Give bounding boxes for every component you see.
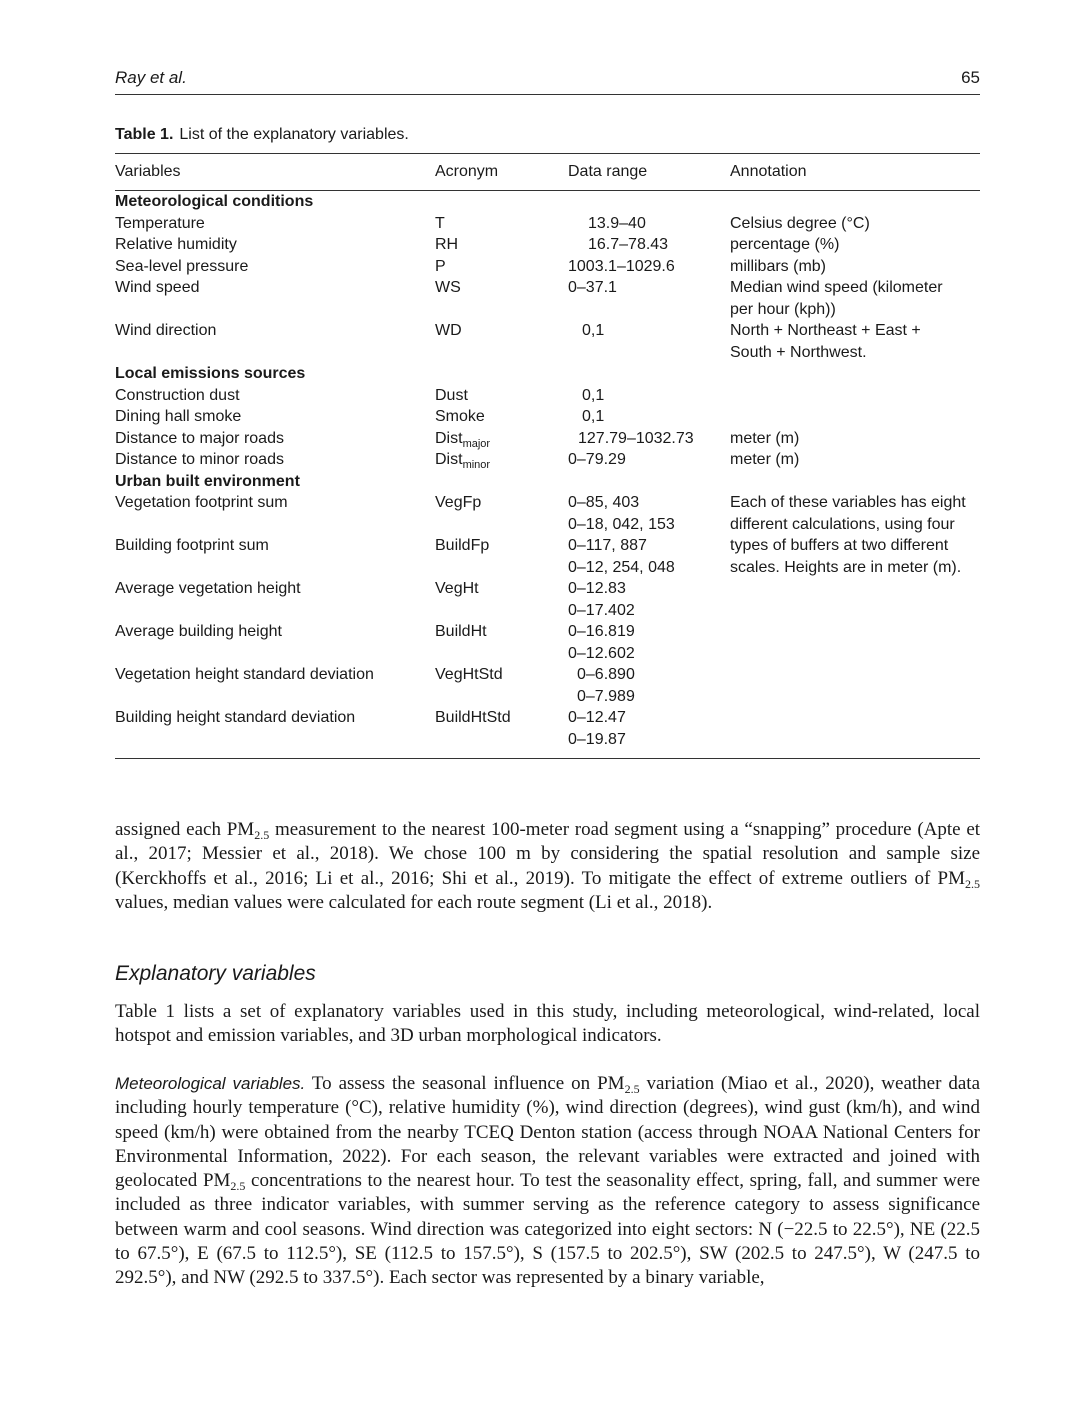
annotation-cell: meter (m): [730, 429, 800, 447]
section-title: Meteorological conditions: [115, 193, 314, 210]
variable-cell: Wind direction: [115, 322, 217, 339]
column-header-data-range: Data range: [568, 154, 730, 191]
range-cell: 0–79.29: [568, 451, 626, 468]
annotation-line: Each of these variables has eight: [730, 494, 966, 511]
table-row: [115, 428, 980, 450]
range-line: 0–12.47: [568, 709, 626, 726]
table-caption-label: Table 1.: [115, 126, 174, 143]
range-cell: [568, 621, 730, 664]
acronym-cell: T: [435, 214, 445, 232]
table-row: [115, 406, 980, 428]
acronym-base: Dist: [435, 451, 463, 468]
variable-cell: Dining hall smoke: [115, 408, 242, 425]
acronym-cell: [435, 449, 568, 471]
section-row-meteorological: [115, 191, 980, 213]
table-row: [115, 213, 980, 235]
annotation-line: per hour (kph)): [730, 300, 836, 318]
column-header-acronym: Acronym: [435, 154, 568, 191]
range-line: 0–19.87: [568, 730, 626, 748]
annotation-cell: millibars (mb): [730, 257, 826, 275]
range-cell: 0,1: [582, 408, 605, 425]
runin-heading: Meteorological variables.: [115, 1074, 306, 1093]
annotation-line: scales. Heights are in meter (m).: [730, 558, 962, 576]
variable-cell: Building height standard deviation: [115, 707, 435, 759]
acronym-cell: VegHt: [435, 580, 479, 597]
acronym-cell: VegHtStd: [435, 666, 503, 683]
section-heading: Explanatory variables: [115, 962, 316, 985]
table-row: [115, 707, 980, 759]
column-header-variables: Variables: [115, 154, 435, 191]
pm-term: $PM_{2.5}$: [937, 867, 981, 891]
body-paragraph-2: Table 1 lists a set of explanatory variables used in this study, including meteorological, wind-related, local hotspot and emission variables, and 3D urban morphological indicators.: [115, 1001, 980, 1047]
table-row: [115, 277, 980, 320]
range-line: 0–12.83: [568, 580, 626, 597]
acronym-cell: BuildHt: [435, 623, 487, 640]
table-row: [115, 320, 980, 363]
acronym-cell: WD: [435, 322, 462, 339]
variable-cell: Distance to major roads: [115, 429, 284, 447]
acronym-cell: RH: [435, 236, 459, 253]
table-row: [115, 621, 980, 664]
annotation-cell: [730, 320, 980, 363]
range-line: 0–17.402: [568, 601, 635, 619]
table-row: [115, 492, 980, 535]
body-paragraph-3: Meteorological variables. To assess the seasonal influence on $PM_{2.5}$ variation (Miao et al., 2020), weather data including hourly temperature (°C), relative humidity (%), wind direction (degrees), wind gust (km/h), and wind speed (km/h) were obtained from the nearby TCEQ Denton station (access through NOAA National Centers for Environmental Information, 2022). For each season, the relevant variables were extracted and joined with geolocated $PM_{2.5}$ concentrations to the nearest hour. To test the seasonality effect, spring, fall, and summer were included as three indicator variables, with summer serving as the reference category to assess significance between warm and cool seasons. Wind direction was categorized into eight sectors: N (−22.5 to 22.5°), NE (22.5 to 67.5°), E (67.5 to 112.5°), SE (112.5 to 157.5°), S (157.5 to 202.5°), SW (202.5 to 247.5°), W (247.5 to 292.5°), and NW (292.5 to 337.5°). Each sector was represented by a binary variable,: [115, 1073, 981, 1289]
variable-cell: Construction dust: [115, 386, 240, 404]
variables-table: [115, 153, 980, 759]
range-line: 0–18, 042, 153: [568, 515, 675, 533]
acronym-cell: Smoke: [435, 408, 485, 425]
section-row-emissions: [115, 363, 980, 385]
variable-cell: Distance to minor roads: [115, 451, 284, 468]
table-caption: [115, 126, 409, 144]
range-cell: [568, 492, 730, 535]
page-number: 65: [961, 68, 980, 87]
acronym-cell: Dust: [435, 386, 468, 404]
table-caption-text: List of the explanatory variables.: [179, 126, 409, 143]
range-cell: 0,1: [582, 322, 605, 339]
range-line: 0–85, 403: [568, 494, 640, 511]
variable-cell: Wind speed: [115, 279, 200, 296]
range-line: 0–117, 887: [568, 537, 647, 554]
range-cell: [568, 535, 730, 578]
annotation-cell: percentage (%): [730, 236, 840, 253]
annotation-cell: [730, 277, 980, 320]
table-row: [115, 449, 980, 471]
section-row-urban: [115, 471, 980, 493]
section-title: Local emissions sources: [115, 365, 306, 382]
acronym-subscript: major: [462, 437, 491, 450]
annotation-line: types of buffers at two different: [730, 537, 949, 554]
range-line: 0–12.602: [568, 644, 635, 662]
column-header-annotation: Annotation: [730, 154, 980, 191]
acronym-cell: [435, 428, 568, 450]
urban-annotation-cell: [730, 492, 980, 578]
running-author: Ray et al.: [115, 68, 187, 87]
table-row: [115, 664, 980, 707]
annotation-line: Median wind speed (kilometer: [730, 279, 943, 296]
range-cell: [568, 578, 730, 621]
variable-cell: Relative humidity: [115, 236, 237, 253]
acronym-cell: VegFp: [435, 494, 482, 511]
table-row: [115, 385, 980, 407]
range-cell: 127.79–1032.73: [578, 429, 694, 447]
running-header: [115, 66, 980, 95]
acronym-cell: BuildHtStd: [435, 707, 568, 759]
range-line: 0–12, 254, 048: [568, 558, 675, 576]
range-line: 0–6.890: [577, 666, 635, 683]
body-paragraph-1: assigned each $PM_{2.5}$ measurement to the nearest 100-meter road segment using a “snapping” procedure (Apte et al., 2017; Messier et al., 2018). We chose 100 m by considering the spatial resolution and sample size (Kerckhoffs et al., 2016; Li et al., 2016; Shi et al., 2019). To mitigate the effect of extreme outliers of $PM_{2.5}$ values, median values were calculated for each route segment (Li et al., 2018).: [115, 819, 981, 913]
range-cell: [568, 707, 730, 759]
table-row: [115, 234, 980, 256]
variable-cell: Sea-level pressure: [115, 257, 249, 275]
acronym-cell: P: [435, 257, 446, 275]
variable-cell: Vegetation height standard deviation: [115, 666, 374, 683]
annotation-line: different calculations, using four: [730, 515, 955, 533]
range-line: 0–16.819: [568, 623, 635, 640]
acronym-subscript: minor: [462, 459, 491, 471]
range-cell: 0,1: [582, 386, 605, 404]
table-header-row: [115, 154, 980, 191]
variable-cell: Vegetation footprint sum: [115, 494, 288, 511]
pm-term: $PM_{2.5}$: [226, 819, 270, 842]
pm-term: $PM_{2.5}$: [202, 1170, 246, 1194]
table-row: [115, 578, 980, 621]
annotation-cell: Celsius degree (°C): [730, 214, 870, 232]
range-cell: 16.7–78.43: [588, 236, 669, 253]
variable-cell: Temperature: [115, 214, 205, 232]
range-cell: 13.9–40: [588, 214, 646, 232]
range-cell: 0–37.1: [568, 279, 617, 296]
range-line: 0–7.989: [577, 687, 635, 705]
variable-cell: Building footprint sum: [115, 537, 269, 554]
variable-cell: Average building height: [115, 623, 282, 640]
acronym-base: Dist: [435, 429, 463, 447]
table-row: [115, 256, 980, 278]
variable-cell: Average vegetation height: [115, 580, 301, 597]
acronym-cell: WS: [435, 279, 461, 296]
range-cell: 1003.1–1029.6: [568, 257, 675, 275]
pm-term: $PM_{2.5}$: [597, 1073, 640, 1096]
range-cell: [568, 664, 730, 707]
annotation-line: South + Northwest.: [730, 343, 867, 361]
annotation-cell: meter (m): [730, 451, 800, 468]
annotation-line: North + Northeast + East +: [730, 322, 921, 339]
acronym-cell: BuildFp: [435, 537, 490, 554]
section-title: Urban built environment: [115, 472, 300, 490]
